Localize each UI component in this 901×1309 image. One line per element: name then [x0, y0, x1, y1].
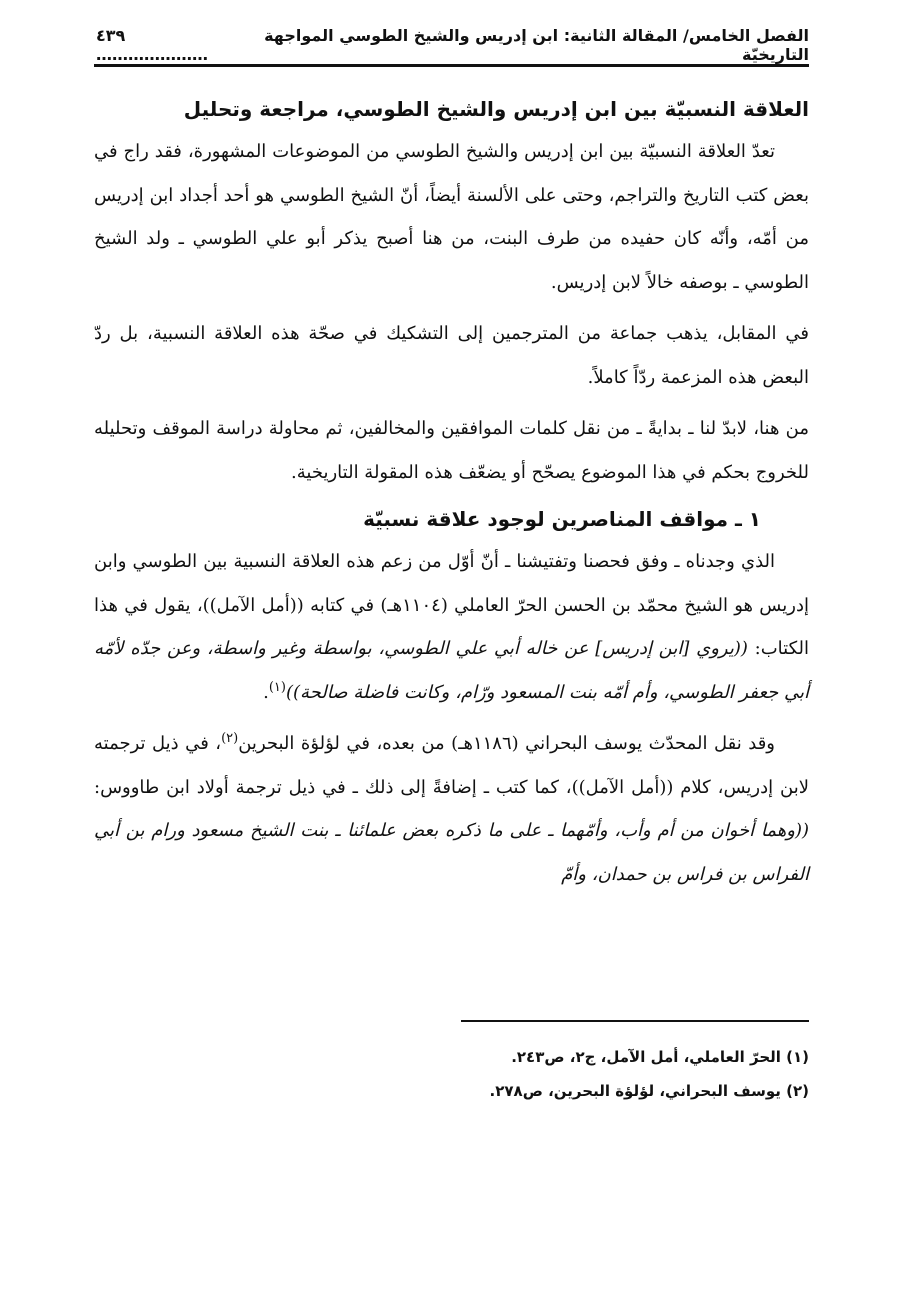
paragraph-4 [94, 540, 809, 714]
header-rule [94, 64, 809, 67]
paragraph-4-text: الذي وجدناه ـ وفق فحصنا وتفتيشنا ـ أنّ أوّل من زعم هذه العلاقة النسبية بين الطوسي وابن إدريس هو الشيخ محمّد بن الحسن الحرّ العاملي (١١٠٤هـ) في كتابه ((أمل الآمل))، يقول في هذا الكتاب: [94, 551, 809, 659]
header-page-number: ٤٣٩ [96, 26, 126, 45]
footnotes [94, 1040, 809, 1108]
header-title: الفصل الخامس/ المقالة الثانية: ابن إدريس والشيخ الطوسي المواجهة التاريخيّة [264, 26, 809, 64]
header-page-number-group [96, 26, 233, 64]
paragraph-5-text-a: وقد نقل المحدّث يوسف البحراني (١١٨٦هـ) من بعده، في لؤلؤة البحرين [238, 733, 775, 754]
paragraph-2 [94, 312, 809, 399]
footnote-separator [461, 1020, 809, 1022]
paragraph-1 [94, 130, 809, 304]
section-heading: العلاقة النسبيّة بين ابن إدريس والشيخ الطوسي، مراجعة وتحليل [183, 97, 809, 121]
header-dots: ………………… [96, 45, 208, 64]
main-content [94, 92, 809, 904]
subsection-heading: ١ ـ مواقف المناصرين لوجود علاقة نسبيّة [363, 507, 761, 531]
paragraph-1-text: تعدّ العلاقة النسبيّة بين ابن إدريس والشيخ الطوسي من الموضوعات المشهورة، فقد راج في بعض كتب التاريخ والتراجم، وحتى على الألسنة أيضاً، أنّ الشيخ الطوسي هو أحد أجداد ابن إدريس من أمّه، وأنّه كان حفيده من طرف البنت، من هنا أصبح يذكر أبو علي الطوسي ـ ولد الشيخ الطوسي ـ بوصفه خالاً لابن إدريس. [94, 141, 809, 293]
running-header [96, 26, 809, 64]
footnote-ref-1[interactable]: (١) [268, 679, 286, 695]
paragraph-5-quote: ((وهما أخوان من أم وأب، وأمّهما ـ على ما ذكره بعض علمائنا ـ بنت الشيخ مسعود ورام بن أبي الفراس بن فراس بن حمدان، وأمّ [94, 820, 809, 885]
paragraph-5-text-b: ، في ذيل ترجمته لابن إدريس، كلام ((أمل الآمل))، كما كتب ـ إضافةً إلى ذلك ـ في ذيل ترجمة أولاد ابن طاووس: [94, 733, 809, 798]
paragraph-3 [94, 407, 809, 494]
paragraph-4-quote: ((يروي [ابن إدريس] عن خاله أبي علي الطوسي، بواسطة وغير واسطة، وعن جدّه لأمّه أبي جعفر الطوسي، وأم أمّه بنت المسعود ورّام، وكانت فاضلة صالحة)) [94, 638, 809, 703]
footnote-2: (٢) يوسف البحراني، لؤلؤة البحرين، ص٢٧٨. [489, 1082, 809, 1100]
footnote-1: (١) الحرّ العاملي، أمل الآمل، ج٢، ص٢٤٣. [511, 1048, 809, 1066]
footnote-ref-2[interactable]: (٢) [221, 731, 239, 746]
paragraph-5 [94, 722, 809, 896]
paragraph-3-text: من هنا، لابدّ لنا ـ بدايةً ـ من نقل كلمات الموافقين والمخالفين، ثم محاولة دراسة الموقف وتحليله للخروج بحكم في هذا الموضوع يصحّح أو يضعّف هذه المقولة التاريخية. [94, 418, 809, 483]
paragraph-4-end: . [263, 681, 269, 703]
paragraph-2-text: في المقابل، يذهب جماعة من المترجمين إلى التشكيك في صحّة هذه العلاقة النسبية، بل ردّ البعض هذه المزعمة ردّاً كاملاً. [94, 323, 809, 388]
